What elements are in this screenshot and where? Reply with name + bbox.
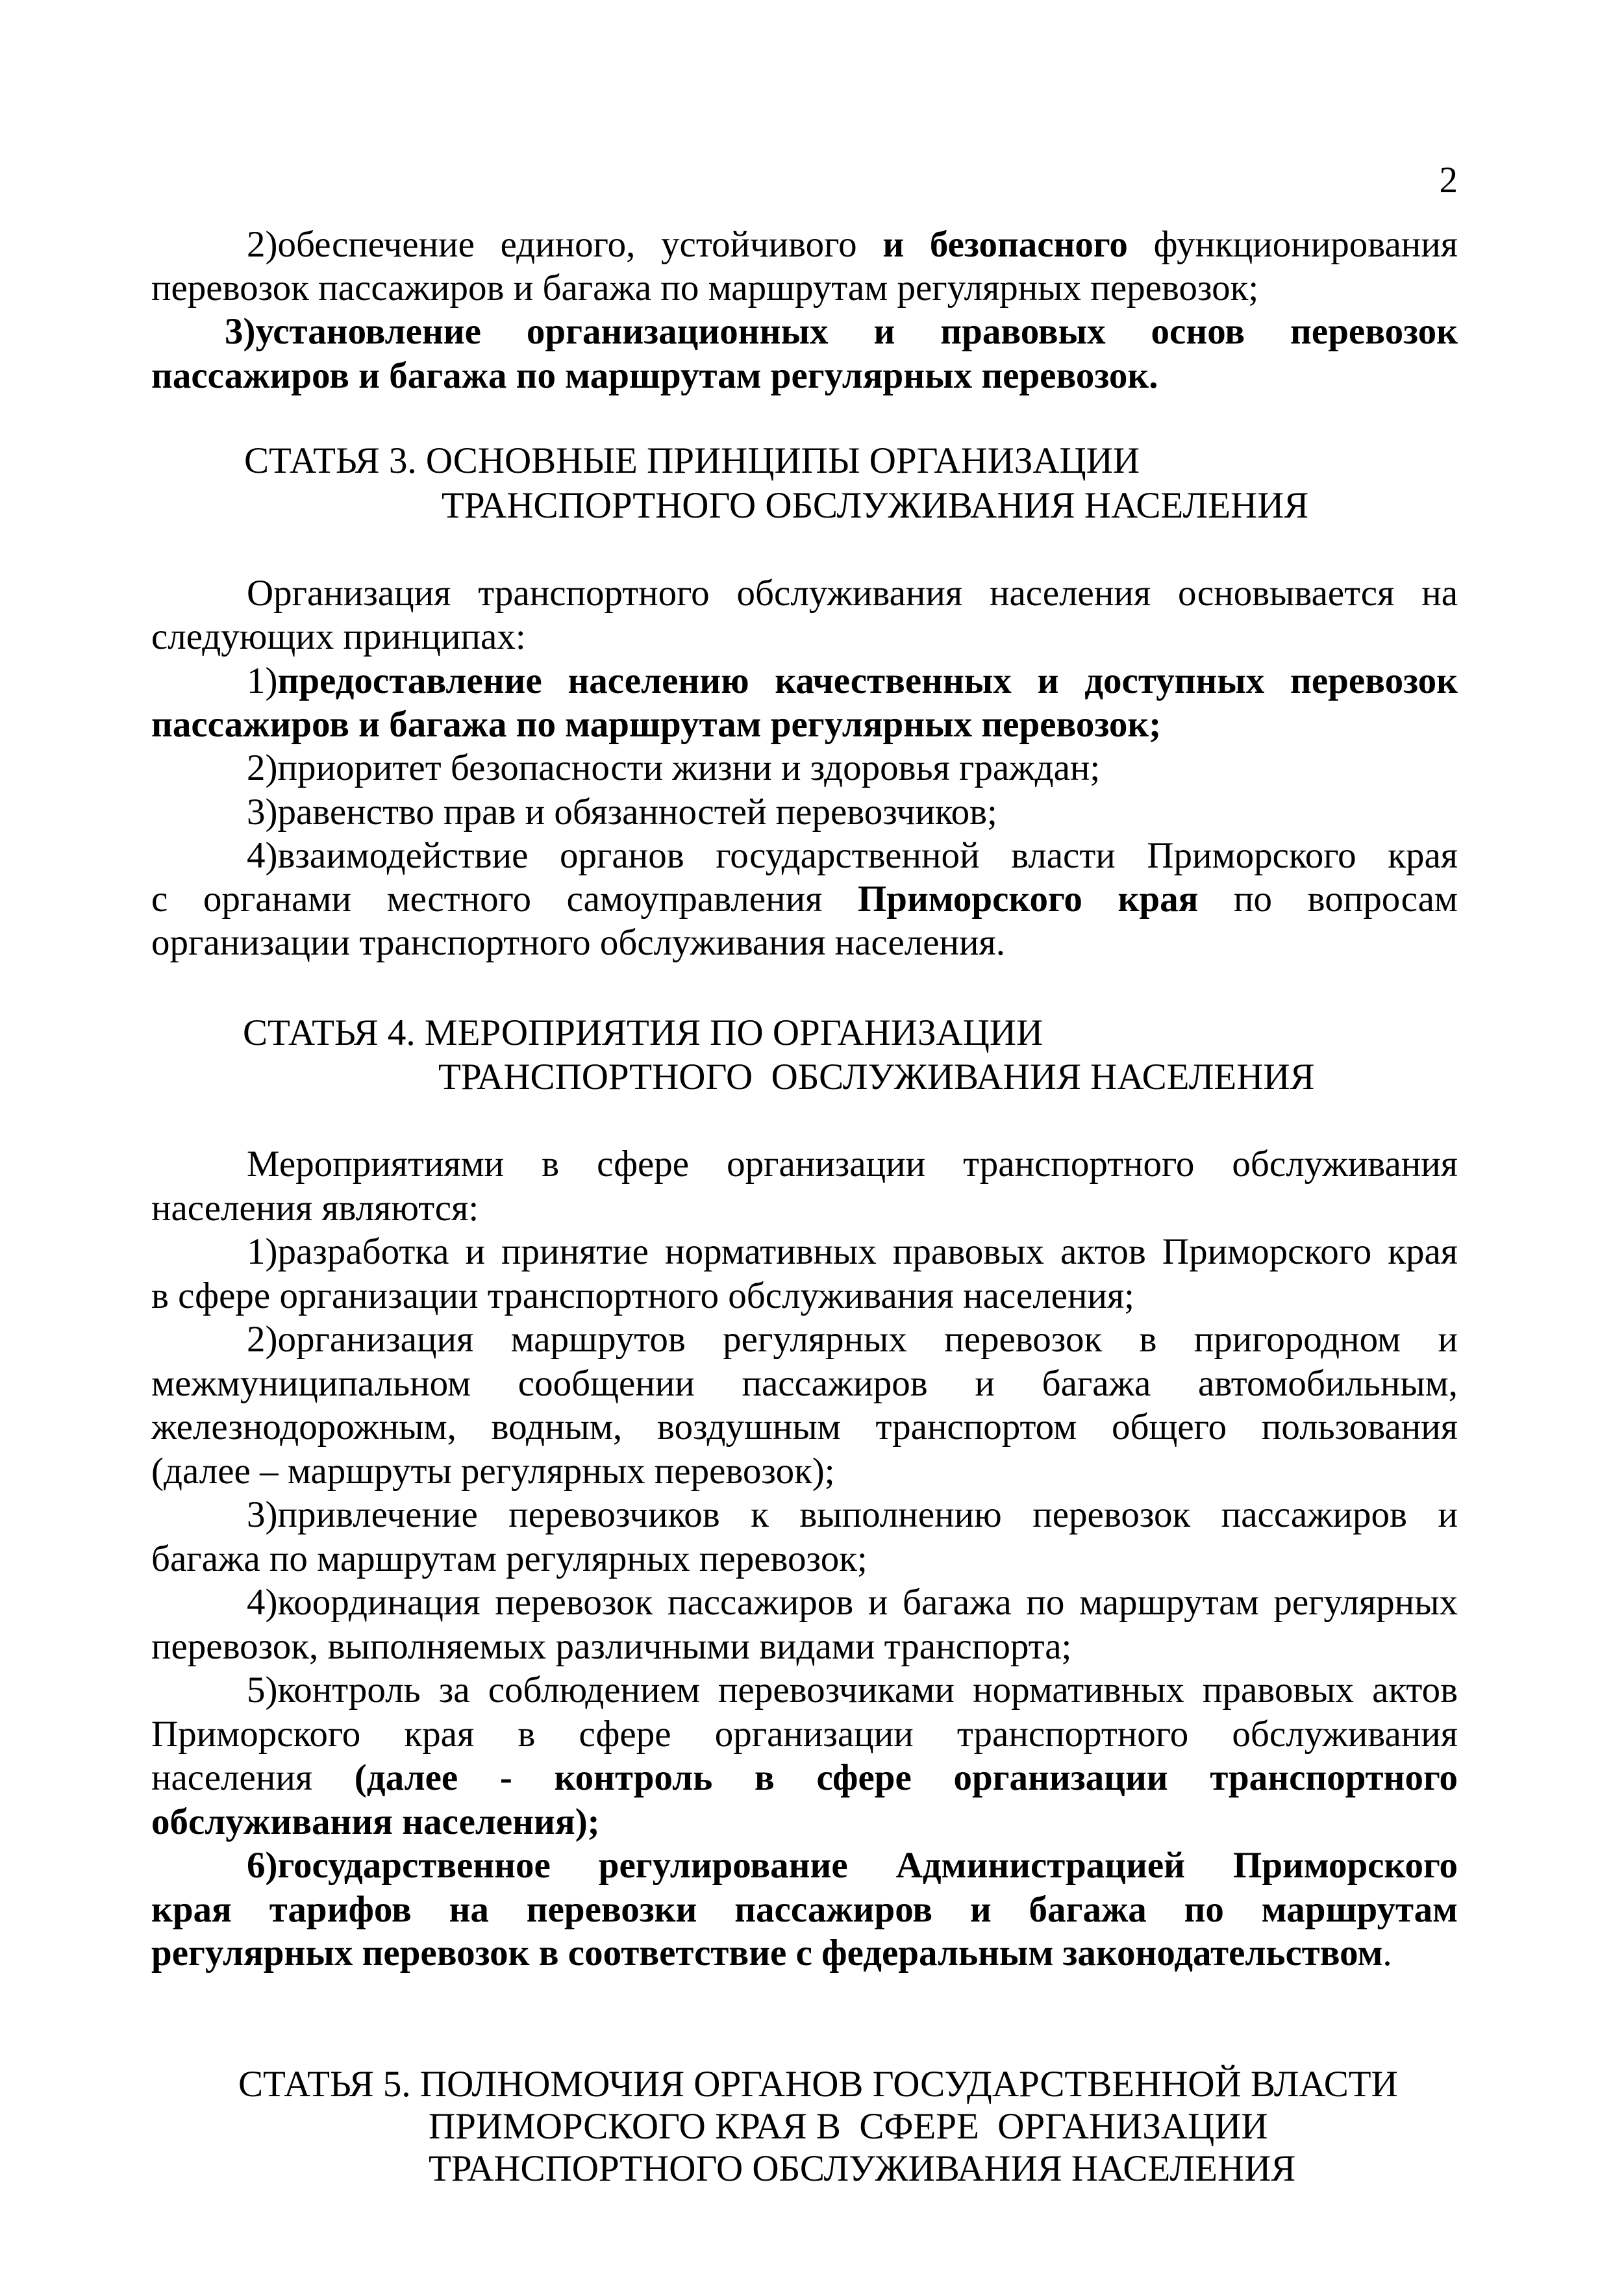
- paragraph-line: [247, 1493, 1458, 1536]
- paragraph-line: [151, 1888, 1458, 1931]
- text-run: населения: [151, 1757, 355, 1798]
- bold-text-run: пассажиров и багажа по маршрутам регулярных перевозок;: [151, 703, 1162, 745]
- paragraph-line: [151, 266, 1458, 310]
- paragraph-line: [151, 921, 1458, 964]
- text-run: с органами местного самоуправления: [151, 879, 858, 920]
- paragraph-line: [247, 1668, 1458, 1712]
- article-heading-line: ТРАНСПОРТНОГО ОБСЛУЖИВАНИЯ НАСЕЛЕНИЯ: [438, 1057, 1315, 1097]
- paragraph-line: [151, 1274, 1458, 1318]
- text-run: Приморского края в сфере организации транспортного обслуживания: [151, 1713, 1458, 1755]
- text-run: 3)равенство прав и обязанностей перевозчиков;: [247, 791, 997, 833]
- paragraph-line: [151, 703, 1458, 746]
- article-heading-line: ТРАНСПОРТНОГО ОБСЛУЖИВАНИЯ НАСЕЛЕНИЯ: [442, 485, 1309, 526]
- paragraph-line: [151, 877, 1458, 921]
- paragraph-line: [151, 1449, 1458, 1493]
- text-run: функционирования: [1127, 224, 1458, 265]
- paragraph-line: [151, 1800, 1458, 1844]
- paragraph-line: [247, 659, 1458, 703]
- text-run: 2)организация маршрутов регулярных перевозок в пригородном и: [247, 1319, 1458, 1360]
- bold-text-run: обслуживания населения);: [151, 1801, 600, 1842]
- article-heading-line: СТАТЬЯ 3. ОСНОВНЫЕ ПРИНЦИПЫ ОРГАНИЗАЦИИ: [244, 440, 1140, 481]
- text-run: 1)разработка и принятие нормативных правовых актов Приморского края: [247, 1231, 1458, 1272]
- text-run: 2)приоритет безопасности жизни и здоровья граждан;: [247, 747, 1101, 789]
- paragraph-line: [151, 1186, 1458, 1230]
- paragraph-line: [247, 1230, 1458, 1273]
- text-run: перевозок, выполняемых различными видами транспорта;: [151, 1625, 1072, 1667]
- paragraph-line: [151, 1625, 1458, 1668]
- paragraph-line: [247, 1581, 1458, 1624]
- paragraph-line: [151, 1405, 1458, 1449]
- text-run: 2)обеспечение единого, устойчивого: [247, 224, 883, 265]
- paragraph-line: [151, 1756, 1458, 1799]
- text-run: по вопросам: [1198, 879, 1458, 920]
- paragraph-line: [247, 834, 1458, 877]
- article-heading-line: СТАТЬЯ 4. МЕРОПРИЯТИЯ ПО ОРГАНИЗАЦИИ: [243, 1012, 1043, 1053]
- paragraph-line: [247, 1318, 1458, 1361]
- bold-text-run: Приморского края: [857, 879, 1199, 920]
- text-run: следующих принципах:: [151, 616, 526, 658]
- bold-text-run: 6)государственное регулирование Администрацией Приморского: [247, 1845, 1458, 1886]
- bold-text-run: края тарифов на перевозки пассажиров и багажа по маршрутам: [151, 1888, 1458, 1930]
- paragraph-line: [151, 1537, 1458, 1581]
- text-run: перевозок пассажиров и багажа по маршрутам регулярных перевозок;: [151, 268, 1259, 308]
- text-run: 1): [247, 660, 278, 701]
- text-run: железнодорожным, водным, воздушным транспортом общего пользования: [151, 1407, 1458, 1447]
- bold-text-run: и безопасного: [882, 224, 1128, 265]
- text-run: .: [1382, 1933, 1392, 1973]
- paragraph-line: [247, 746, 1458, 790]
- article-heading-line: ПРИМОРСКОГО КРАЯ В СФЕРЕ ОРГАНИЗАЦИИ: [429, 2106, 1268, 2147]
- text-run: Мероприятиями в сфере организации транспортного обслуживания: [247, 1144, 1458, 1184]
- paragraph-line: [151, 354, 1458, 397]
- bold-text-run: регулярных перевозок в соответствие с федеральным законодательством: [151, 1933, 1383, 1973]
- bold-text-run: пассажиров и багажа по маршрутам регулярных перевозок.: [151, 355, 1158, 396]
- text-run: организации транспортного обслуживания населения.: [151, 922, 1005, 964]
- bold-text-run: (далее - контроль в сфере организации транспортного: [354, 1757, 1458, 1798]
- text-run: 5)контроль за соблюдением перевозчиками нормативных правовых актов: [247, 1670, 1458, 1710]
- bold-text-run: 3)установление организационных и правовых основ перевозок: [225, 311, 1458, 352]
- text-run: населения являются:: [151, 1187, 479, 1229]
- page-number: 2: [1439, 160, 1458, 201]
- paragraph-line: [247, 1142, 1458, 1186]
- text-run: Организация транспортного обслуживания населения основывается на: [247, 573, 1458, 614]
- paragraph-line: [151, 1362, 1458, 1405]
- text-run: 3)привлечение перевозчиков к выполнению перевозок пассажиров и: [247, 1494, 1458, 1535]
- article-heading-line: ТРАНСПОРТНОГО ОБСЛУЖИВАНИЯ НАСЕЛЕНИЯ: [429, 2148, 1296, 2189]
- text-run: багажа по маршрутам регулярных перевозок;: [151, 1538, 868, 1579]
- paragraph-line: [151, 1712, 1458, 1756]
- paragraph-line: [151, 1931, 1458, 1975]
- text-run: в сфере организации транспортного обслуживания населения;: [151, 1275, 1135, 1316]
- article-heading-line: СТАТЬЯ 5. ПОЛНОМОЧИЯ ОРГАНОВ ГОСУДАРСТВЕННОЙ ВЛАСТИ: [238, 2064, 1398, 2105]
- paragraph-line: [247, 1844, 1458, 1887]
- text-run: (далее – маршруты регулярных перевозок);: [151, 1450, 835, 1492]
- paragraph-line: [247, 223, 1458, 266]
- paragraph-line: [247, 571, 1458, 615]
- paragraph-line: [151, 615, 1458, 658]
- text-run: 4)взаимодействие органов государственной власти Приморского края: [247, 834, 1458, 876]
- text-run: межмуниципальном сообщении пассажиров и багажа автомобильным,: [151, 1362, 1458, 1404]
- paragraph-line: [225, 310, 1458, 353]
- paragraph-line: [247, 790, 1458, 834]
- text-run: 4)координация перевозок пассажиров и багажа по маршрутам регулярных: [247, 1582, 1458, 1623]
- bold-text-run: предоставление населению качественных и доступных перевозок: [277, 660, 1458, 701]
